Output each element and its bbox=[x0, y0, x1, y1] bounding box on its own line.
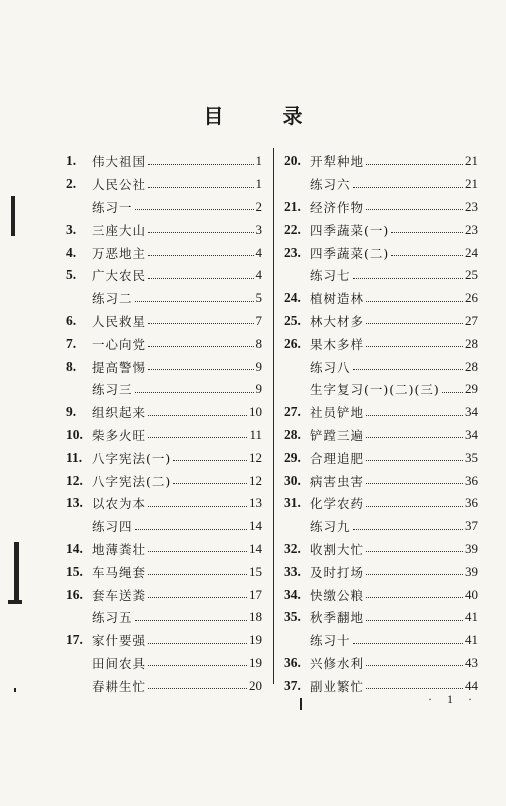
leader-dots bbox=[366, 665, 463, 666]
toc-entry bbox=[284, 241, 478, 264]
entry-number: 10. bbox=[66, 426, 83, 442]
entry-number: 29. bbox=[284, 449, 301, 465]
toc-entry bbox=[66, 538, 262, 561]
toc-entry bbox=[284, 629, 478, 652]
entry-page: 7 bbox=[255, 312, 262, 328]
entry-number: 7. bbox=[66, 335, 77, 351]
entry-number: 4. bbox=[66, 244, 77, 260]
toc-entry bbox=[284, 218, 478, 241]
entry-title: 开犁种地 bbox=[310, 154, 365, 170]
leader-dots bbox=[353, 643, 463, 644]
entry-page: 12 bbox=[249, 472, 262, 488]
entry-title: 练习六 bbox=[310, 177, 351, 193]
entry-page: 39 bbox=[465, 540, 478, 556]
entry-page: 1 bbox=[255, 153, 262, 169]
entry-page: 43 bbox=[465, 654, 478, 670]
leader-dots bbox=[148, 323, 253, 324]
entry-page: 41 bbox=[465, 632, 478, 648]
entry-title: 八字宪法(一) bbox=[92, 450, 172, 466]
entry-page: 15 bbox=[249, 563, 262, 579]
entry-page: 27 bbox=[465, 312, 478, 328]
toc-entry bbox=[284, 378, 478, 401]
leader-dots bbox=[148, 688, 247, 689]
leader-dots bbox=[173, 460, 247, 461]
toc-entry bbox=[66, 173, 262, 196]
entry-page: 4 bbox=[255, 267, 262, 283]
entry-title: 快缴公粮 bbox=[310, 587, 365, 603]
page-folio: · 1 · bbox=[428, 692, 478, 706]
leader-dots bbox=[366, 506, 463, 507]
toc-entry bbox=[66, 264, 262, 287]
entry-number: 26. bbox=[284, 335, 301, 351]
entry-number: 37. bbox=[284, 677, 301, 693]
toc-entry bbox=[66, 492, 262, 515]
leader-dots bbox=[366, 597, 463, 598]
toc-entry bbox=[284, 332, 478, 355]
entry-title: 林大材多 bbox=[310, 313, 365, 329]
entry-title: 以农为本 bbox=[92, 496, 147, 512]
toc-entry bbox=[66, 241, 262, 264]
toc-left-column bbox=[66, 150, 262, 697]
entry-page: 40 bbox=[465, 586, 478, 602]
toc-entry bbox=[66, 674, 262, 697]
entry-page: 5 bbox=[255, 290, 262, 306]
entry-title: 柴多火旺 bbox=[92, 427, 147, 443]
entry-number: 16. bbox=[66, 586, 83, 602]
entry-title: 地薄粪壮 bbox=[92, 541, 147, 557]
entry-page: 3 bbox=[255, 221, 262, 237]
entry-page: 34 bbox=[465, 404, 478, 420]
entry-number: 32. bbox=[284, 540, 301, 556]
leader-dots bbox=[148, 187, 253, 188]
entry-title: 果木多样 bbox=[310, 336, 365, 352]
toc-entry bbox=[66, 401, 262, 424]
leader-dots bbox=[148, 415, 247, 416]
toc-entry bbox=[284, 446, 478, 469]
entry-title: 练习七 bbox=[310, 268, 351, 284]
entry-title: 练习一 bbox=[92, 199, 133, 215]
entry-title: 练习八 bbox=[310, 359, 351, 375]
toc-entry bbox=[284, 469, 478, 492]
leader-dots bbox=[135, 529, 247, 530]
toc-entry bbox=[284, 515, 478, 538]
entry-title: 家什要强 bbox=[92, 633, 147, 649]
entry-title: 社员铲地 bbox=[310, 405, 365, 421]
leader-dots bbox=[148, 346, 253, 347]
leader-dots bbox=[366, 301, 463, 302]
entry-page: 39 bbox=[465, 563, 478, 579]
leader-dots bbox=[135, 301, 254, 302]
entry-page: 44 bbox=[465, 677, 478, 693]
leader-dots bbox=[353, 187, 463, 188]
toc-right-column bbox=[284, 150, 478, 697]
entry-page: 1 bbox=[255, 176, 262, 192]
entry-page: 2 bbox=[255, 198, 262, 214]
leader-dots bbox=[148, 665, 247, 666]
entry-title: 四季蔬菜(二) bbox=[310, 245, 390, 261]
entry-title: 副业繁忙 bbox=[310, 678, 365, 694]
entry-number: 5. bbox=[66, 267, 77, 283]
leader-dots bbox=[366, 574, 463, 575]
scan-mark bbox=[14, 688, 16, 692]
leader-dots bbox=[148, 574, 247, 575]
entry-page: 26 bbox=[465, 290, 478, 306]
entry-page: 23 bbox=[465, 221, 478, 237]
entry-page: 17 bbox=[249, 586, 262, 602]
leader-dots bbox=[391, 232, 463, 233]
toc-entry bbox=[66, 378, 262, 401]
toc-entry bbox=[66, 515, 262, 538]
scan-mark bbox=[8, 600, 22, 604]
entry-page: 9 bbox=[255, 381, 262, 397]
entry-number: 1. bbox=[66, 153, 77, 169]
toc-entry bbox=[284, 355, 478, 378]
leader-dots bbox=[366, 437, 463, 438]
entry-title: 套车送粪 bbox=[92, 587, 147, 603]
leader-dots bbox=[366, 688, 463, 689]
toc-entry bbox=[284, 401, 478, 424]
entry-page: 14 bbox=[249, 540, 262, 556]
toc-entry bbox=[66, 332, 262, 355]
entry-title: 八字宪法(二) bbox=[92, 473, 172, 489]
entry-title: 练习九 bbox=[310, 519, 351, 535]
entry-number: 17. bbox=[66, 632, 83, 648]
entry-page: 28 bbox=[465, 335, 478, 351]
entry-page: 19 bbox=[249, 632, 262, 648]
entry-title: 车马绳套 bbox=[92, 564, 147, 580]
entry-number: 33. bbox=[284, 563, 301, 579]
toc-entry bbox=[284, 652, 478, 675]
toc-entry bbox=[66, 287, 262, 310]
leader-dots bbox=[135, 392, 254, 393]
toc-entry bbox=[66, 446, 262, 469]
entry-page: 37 bbox=[465, 518, 478, 534]
entry-title: 病害虫害 bbox=[310, 473, 365, 489]
entry-number: 31. bbox=[284, 495, 301, 511]
entry-page: 41 bbox=[465, 609, 478, 625]
toc-entry bbox=[66, 310, 262, 333]
leader-dots bbox=[353, 278, 463, 279]
entry-title: 提高警惕 bbox=[92, 359, 147, 375]
scan-mark bbox=[300, 698, 302, 710]
toc-entry bbox=[66, 150, 262, 173]
column-divider bbox=[273, 148, 274, 684]
entry-title: 经济作物 bbox=[310, 199, 365, 215]
leader-dots bbox=[148, 369, 253, 370]
entry-title: 人民救星 bbox=[92, 313, 147, 329]
entry-page: 19 bbox=[249, 654, 262, 670]
leader-dots bbox=[353, 369, 463, 370]
toc-entry bbox=[284, 287, 478, 310]
entry-number: 3. bbox=[66, 221, 77, 237]
entry-number: 12. bbox=[66, 472, 83, 488]
leader-dots bbox=[148, 437, 247, 438]
entry-number: 2. bbox=[66, 176, 77, 192]
entry-page: 8 bbox=[255, 335, 262, 351]
entry-title: 田间农具 bbox=[92, 655, 147, 671]
entry-page: 23 bbox=[465, 198, 478, 214]
entry-title: 一心向党 bbox=[92, 336, 147, 352]
entry-page: 35 bbox=[465, 449, 478, 465]
scan-mark bbox=[14, 542, 19, 604]
entry-title: 广大农民 bbox=[92, 268, 147, 284]
leader-dots bbox=[148, 506, 247, 507]
entry-number: 8. bbox=[66, 358, 77, 374]
entry-number: 30. bbox=[284, 472, 301, 488]
leader-dots bbox=[366, 483, 463, 484]
toc-entry bbox=[284, 583, 478, 606]
entry-title: 化学农药 bbox=[310, 496, 365, 512]
page-title: 目 录 bbox=[203, 104, 329, 128]
entry-page: 13 bbox=[249, 495, 262, 511]
entry-number: 15. bbox=[66, 563, 83, 579]
leader-dots bbox=[148, 643, 247, 644]
toc-entry bbox=[66, 218, 262, 241]
leader-dots bbox=[366, 620, 463, 621]
entry-page: 36 bbox=[465, 495, 478, 511]
toc-entry bbox=[284, 264, 478, 287]
toc-entry bbox=[284, 560, 478, 583]
entry-page: 12 bbox=[249, 449, 262, 465]
entry-number: 13. bbox=[66, 495, 83, 511]
toc-entry bbox=[66, 560, 262, 583]
toc-entry bbox=[66, 424, 262, 447]
entry-page: 25 bbox=[465, 267, 478, 283]
entry-title: 组织起来 bbox=[92, 405, 147, 421]
entry-number: 35. bbox=[284, 609, 301, 625]
leader-dots bbox=[148, 164, 253, 165]
leader-dots bbox=[366, 551, 463, 552]
entry-page: 36 bbox=[465, 472, 478, 488]
entry-number: 20. bbox=[284, 153, 301, 169]
entry-number: 24. bbox=[284, 290, 301, 306]
entry-title: 春耕生忙 bbox=[92, 678, 147, 694]
toc-entry bbox=[66, 652, 262, 675]
entry-title: 三座大山 bbox=[92, 222, 147, 238]
toc-entry bbox=[66, 583, 262, 606]
entry-title: 练习五 bbox=[92, 610, 133, 626]
entry-title: 练习三 bbox=[92, 382, 133, 398]
entry-page: 10 bbox=[249, 404, 262, 420]
leader-dots bbox=[135, 209, 254, 210]
entry-title: 练习四 bbox=[92, 519, 133, 535]
toc-entry bbox=[284, 310, 478, 333]
entry-title: 练习十 bbox=[310, 633, 351, 649]
entry-number: 25. bbox=[284, 312, 301, 328]
toc-entry bbox=[284, 196, 478, 219]
toc-entry bbox=[284, 173, 478, 196]
entry-number: 14. bbox=[66, 540, 83, 556]
entry-page: 24 bbox=[465, 244, 478, 260]
entry-title: 四季蔬菜(一) bbox=[310, 222, 390, 238]
entry-number: 27. bbox=[284, 404, 301, 420]
leader-dots bbox=[366, 346, 463, 347]
entry-title: 合理追肥 bbox=[310, 450, 365, 466]
entry-number: 23. bbox=[284, 244, 301, 260]
entry-number: 22. bbox=[284, 221, 301, 237]
entry-title: 伟大祖国 bbox=[92, 154, 147, 170]
entry-page: 21 bbox=[465, 176, 478, 192]
leader-dots bbox=[353, 529, 463, 530]
entry-title: 及时打场 bbox=[310, 564, 365, 580]
leader-dots bbox=[148, 255, 253, 256]
entry-page: 21 bbox=[465, 153, 478, 169]
entry-page: 28 bbox=[465, 358, 478, 374]
entry-title: 练习二 bbox=[92, 291, 133, 307]
leader-dots bbox=[366, 460, 463, 461]
leader-dots bbox=[442, 392, 463, 393]
toc-entry bbox=[284, 492, 478, 515]
entry-number: 36. bbox=[284, 654, 301, 670]
entry-page: 34 bbox=[465, 426, 478, 442]
entry-title: 铲蹚三遍 bbox=[310, 427, 365, 443]
entry-number: 21. bbox=[284, 198, 301, 214]
leader-dots bbox=[135, 620, 247, 621]
entry-title: 兴修水利 bbox=[310, 655, 365, 671]
toc-entry bbox=[66, 629, 262, 652]
toc-entry bbox=[284, 150, 478, 173]
toc-entry bbox=[284, 424, 478, 447]
leader-dots bbox=[366, 415, 463, 416]
entry-page: 18 bbox=[249, 609, 262, 625]
entry-page: 4 bbox=[255, 244, 262, 260]
entry-page: 20 bbox=[249, 677, 262, 693]
entry-title: 收割大忙 bbox=[310, 541, 365, 557]
leader-dots bbox=[148, 551, 247, 552]
toc-entry bbox=[284, 538, 478, 561]
entry-number: 9. bbox=[66, 404, 77, 420]
toc-entry bbox=[284, 606, 478, 629]
leader-dots bbox=[366, 164, 463, 165]
toc-entry bbox=[66, 196, 262, 219]
entry-page: 9 bbox=[255, 358, 262, 374]
entry-page: 11 bbox=[249, 426, 262, 442]
entry-title: 生字复习(一)(二)(三) bbox=[310, 382, 440, 398]
leader-dots bbox=[148, 597, 247, 598]
toc-entry bbox=[66, 606, 262, 629]
entry-number: 34. bbox=[284, 586, 301, 602]
leader-dots bbox=[148, 278, 253, 279]
entry-title: 植树造林 bbox=[310, 291, 365, 307]
entry-title: 人民公社 bbox=[92, 177, 147, 193]
entry-title: 万恶地主 bbox=[92, 245, 147, 261]
leader-dots bbox=[148, 232, 253, 233]
toc-entry bbox=[66, 469, 262, 492]
entry-page: 14 bbox=[249, 518, 262, 534]
scan-mark bbox=[11, 196, 15, 236]
entry-page: 29 bbox=[465, 381, 478, 397]
entry-number: 11. bbox=[66, 449, 83, 465]
leader-dots bbox=[391, 255, 463, 256]
entry-number: 28. bbox=[284, 426, 301, 442]
entry-number: 6. bbox=[66, 312, 77, 328]
leader-dots bbox=[366, 323, 463, 324]
leader-dots bbox=[366, 209, 463, 210]
leader-dots bbox=[173, 483, 247, 484]
toc-entry bbox=[66, 355, 262, 378]
entry-title: 秋季翻地 bbox=[310, 610, 365, 626]
